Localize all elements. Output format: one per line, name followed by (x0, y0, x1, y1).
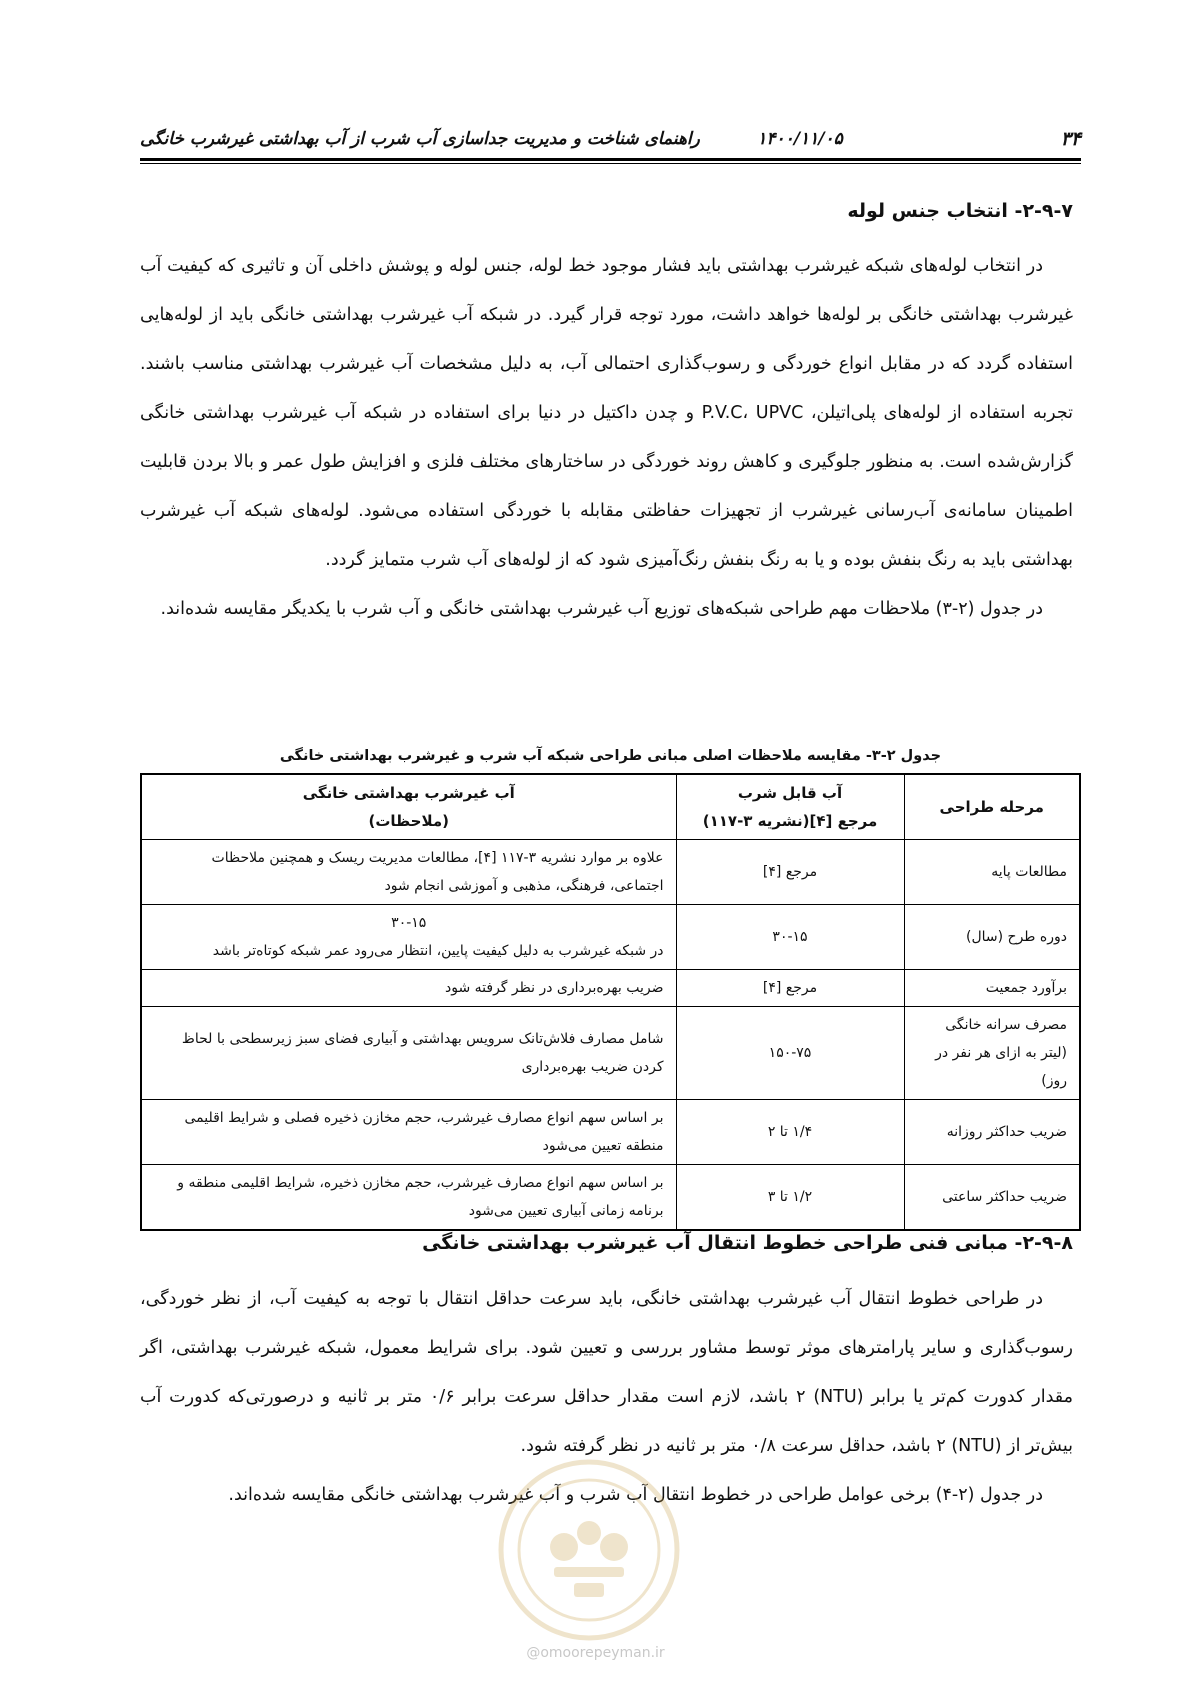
section-pipe-material-body (140, 242, 1073, 634)
table-caption: جدول ۲-۳- مقایسه ملاحظات اصلی مبانی طراحی شبکه آب شرب و غیرشرب بهداشتی خانگی (279, 748, 942, 764)
paragraph: در طراحی خطوط انتقال آب غیرشرب بهداشتی خانگی، باید سرعت حداقل انتقال با توجه به کیفیت آب، از نظر خوردگی، رسوب‌گذاری و سایر پارامترهای موثر توسط مشاور بررسی و تعیین شود. برای شرایط معمول، شبکه غیرشرب بهداشتی، اگر مقدار کدورت کم‌تر یا برابر (NTU) ۲ باشد، لازم است مقدار حداقل سرعت برابر ۰/۶ متر بر ثانیه و درصورتی‌که کدورت آب بیش‌تر از (NTU) ۲ باشد، حداقل سرعت ۰/۸ متر بر ثانیه در نظر گرفته شود. (140, 1289, 1074, 1456)
table-row (141, 905, 1080, 970)
col-header-nonpotable-line2: (ملاحظات) (368, 812, 449, 830)
cell-potable: ۱۵۰-۷۵ (676, 1007, 904, 1100)
cell-potable: ۱/۴ تا ۲ (676, 1100, 904, 1165)
paragraph: در جدول (۲-۴) برخی عوامل طراحی در خطوط انتقال آب شرب و آب غیرشرب بهداشتی خانگی مقایسه شده‌اند. (228, 1485, 1043, 1505)
table-row (141, 1100, 1080, 1165)
cell-stage: ضریب حداکثر روزانه (904, 1100, 1080, 1165)
cell-potable: مرجع [۴] (676, 840, 904, 905)
col-header-potable-line1: آب قابل شرب (737, 784, 843, 802)
cell-stage: ضریب حداکثر ساعتی (904, 1165, 1080, 1231)
table-row (141, 1007, 1080, 1100)
cell-nonpotable-note: در شبکه غیرشرب به دلیل کیفیت پایین، انتظار می‌رود عمر شبکه کوتاه‌تر باشد (212, 943, 664, 959)
cell-stage: دوره طرح (سال) (904, 905, 1080, 970)
cell-stage: برآورد جمعیت (904, 970, 1080, 1007)
header-rule-thin (140, 163, 1081, 164)
table-row (141, 1165, 1080, 1231)
header-title: راهنمای شناخت و مدیریت جداسازی آب شرب از آب بهداشتی غیرشرب خانگی (140, 129, 700, 149)
cell-nonpotable: بر اساس سهم انواع مصارف غیرشرب، حجم مخازن ذخیره فصلی و شرایط اقلیمی منطقه تعیین می‌شود (141, 1100, 676, 1165)
seal-figures (550, 1521, 628, 1597)
cell-nonpotable (141, 905, 676, 970)
col-header-potable (676, 774, 904, 840)
page-header (140, 124, 1081, 154)
paragraph: در انتخاب لوله‌های شبکه غیرشرب بهداشتی باید فشار موجود خط لوله، جنس لوله و پوشش داخلی آن و تاثیری که کیفیت آب غیرشرب بهداشتی خانگی بر لوله‌ها خواهد داشت، مورد توجه قرار گیرد. در شبکه آب غیرشرب بهداشتی خانگی باید از لوله‌هایی استفاده گردد که در مقابل انواع خوردگی و رسوب‌گذاری احتمالی آب، به دلیل مشخصات آب غیرشرب بهداشتی مناسب باشند. تجربه استفاده از لوله‌های پلی‌اتیلن، P.V.C، UPVC و چدن داکتیل در دنیا برای استفاده در شبکه آب غیرشرب بهداشتی خانگی گزارش‌شده است. به منظور جلوگیری و کاهش روند خوردگی در ساختارهای مختلف فلزی و افزایش طول عمر و بالا بردن قابلیت اطمینان سامانه‌ی آب‌رسانی غیرشرب از تجهیزات حفاظتی مقابله با خوردگی استفاده می‌شود. لوله‌های شبکه آب غیرشرب بهداشتی باید به رنگ بنفش بوده و یا به رنگ بنفش رنگ‌آمیزی شود که از لوله‌های آب شرب متمایز گردد. (140, 256, 1073, 570)
seal-rings (501, 1462, 677, 1638)
cell-nonpotable: ضریب بهره‌برداری در نظر گرفته شود (141, 970, 676, 1007)
cell-stage: مطالعات پایه (904, 840, 1080, 905)
col-header-nonpotable-line1: آب غیرشرب بهداشتی خانگی (302, 784, 515, 802)
section-heading: ۲-۹-۷- انتخاب جنس لوله (847, 200, 1073, 222)
cell-nonpotable: علاوه بر موارد نشریه ۳-۱۱۷ [۴]، مطالعات مدیریت ریسک و همچنین ملاحظات اجتماعی، فرهنگی، مذهبی و آموزشی انجام شود (141, 840, 676, 905)
section-heading: ۲-۹-۸- مبانی فنی طراحی خطوط انتقال آب غیرشرب بهداشتی خانگی (422, 1232, 1073, 1254)
cell-nonpotable: بر اساس سهم انواع مصارف غیرشرب، حجم مخازن ذخیره، شرایط اقلیمی منطقه و برنامه زمانی آبیاری تعیین می‌شود (141, 1165, 676, 1231)
header-date: ۱۴۰۰/۱۱/۰۵ (757, 129, 843, 149)
watermark-seal-icon (494, 1455, 684, 1645)
table-row (141, 970, 1080, 1007)
cell-potable: ۱/۲ تا ۳ (676, 1165, 904, 1231)
cell-nonpotable-range: ۳۰-۱۵ (391, 915, 427, 931)
paragraph: در جدول (۲-۳) ملاحظات مهم طراحی شبکه‌های توزیع آب غیرشرب بهداشتی خانگی و آب شرب با یکدیگر مقایسه شده‌اند. (160, 599, 1043, 619)
comparison-table (140, 773, 1081, 1231)
col-header-potable-line2: مرجع [۴](نشریه ۳-۱۱۷) (702, 812, 878, 830)
table-header-row (141, 774, 1080, 840)
col-header-nonpotable (141, 774, 676, 840)
header-rule-thick (140, 158, 1081, 161)
page-number: ۳۴ (1060, 128, 1081, 150)
watermark-url: @omoorepeyman.ir (526, 1645, 665, 1661)
cell-nonpotable: شامل مصارف فلاش‌تانک سرویس بهداشتی و آبیاری فضای سبز زیرسطحی با لحاظ کردن ضریب بهره‌برداری (141, 1007, 676, 1100)
cell-stage: مصرف سرانه خانگی (لیتر به ازای هر نفر در روز) (904, 1007, 1080, 1100)
cell-potable: مرجع [۴] (676, 970, 904, 1007)
section-pipe-material (140, 200, 1073, 222)
table-row (141, 840, 1080, 905)
col-header-stage: مرحله طراحی (904, 774, 1080, 840)
section-transmission-lines (140, 1232, 1073, 1254)
cell-potable: ۳۰-۱۵ (676, 905, 904, 970)
